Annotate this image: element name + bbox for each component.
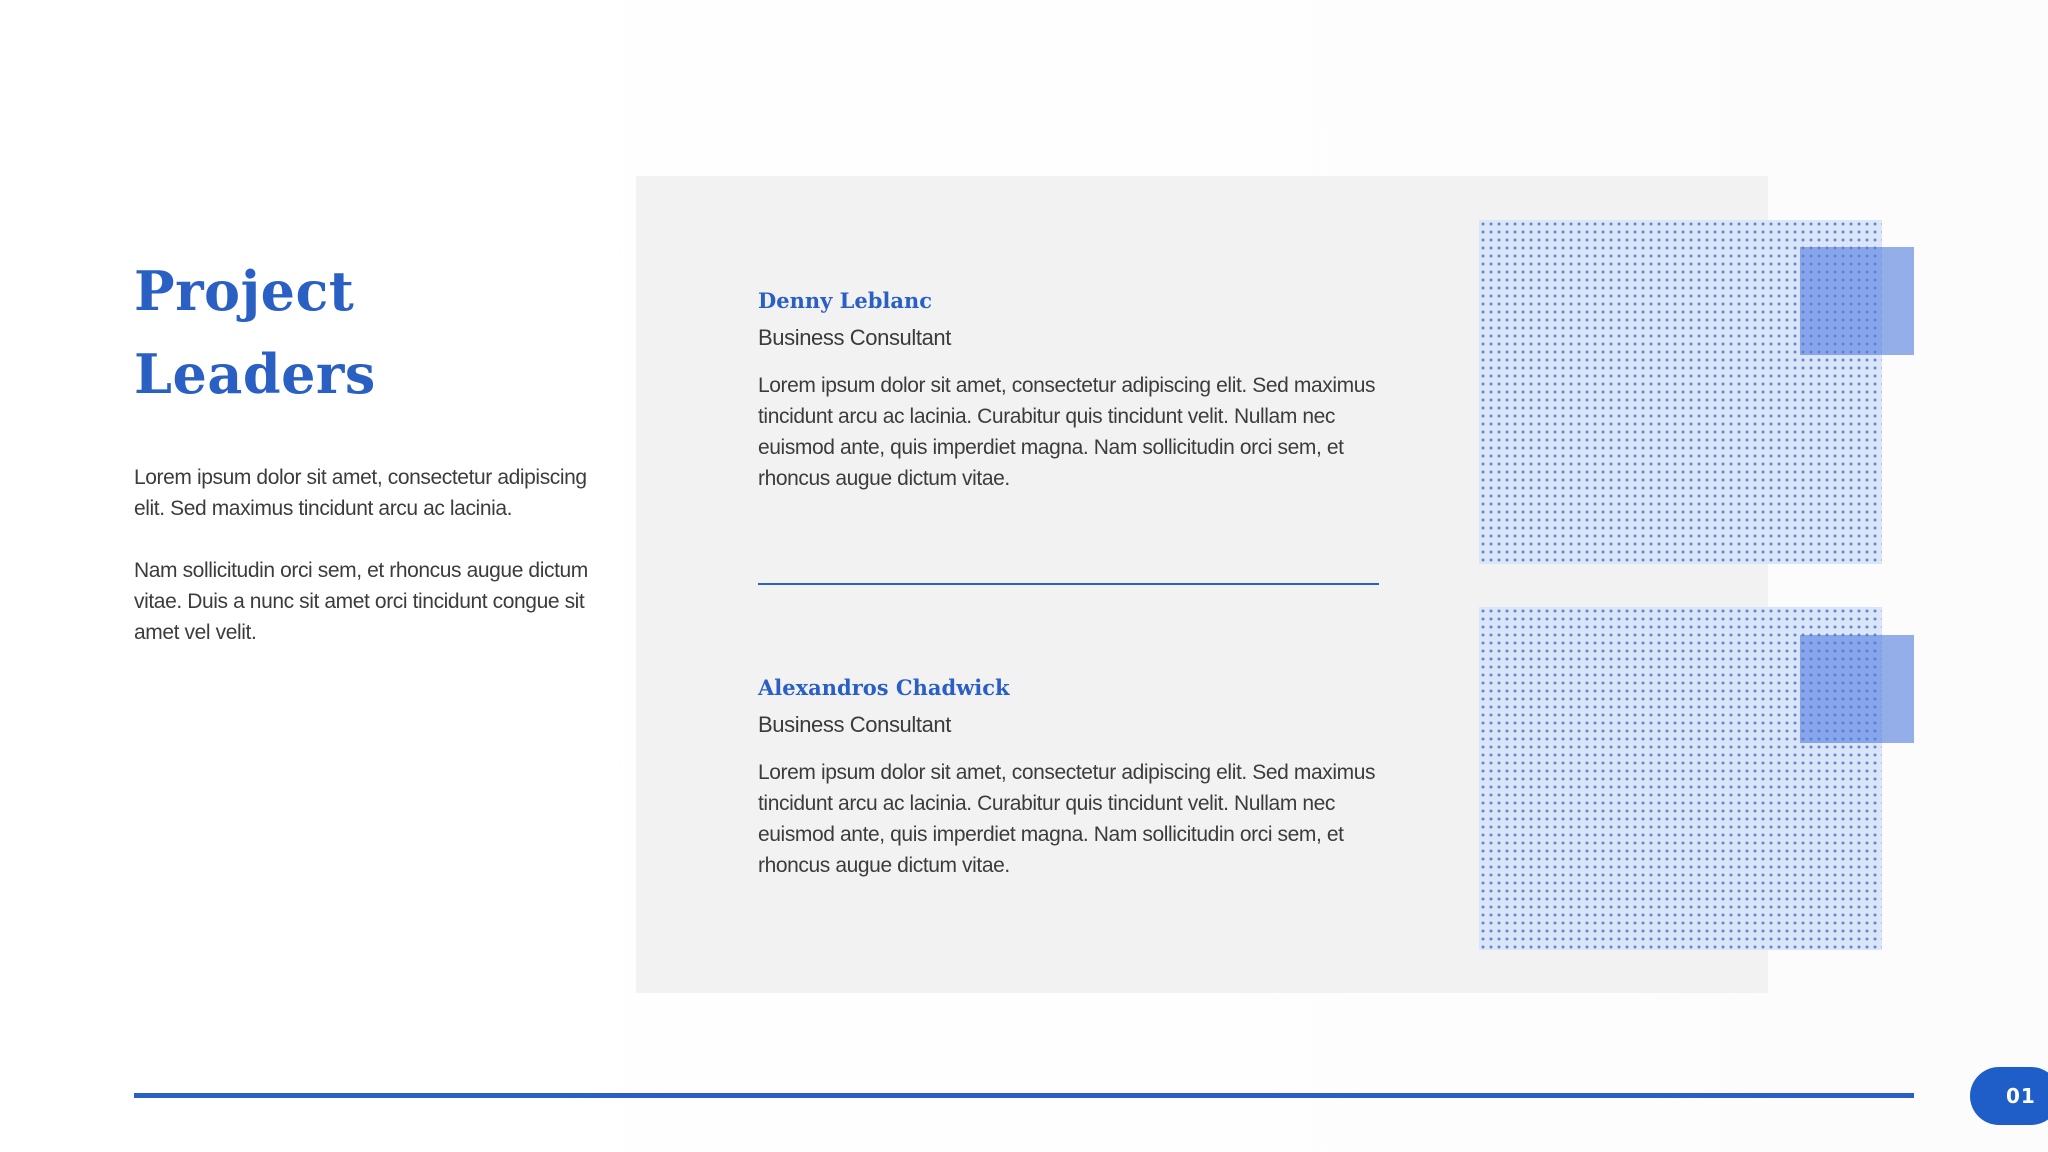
title-line-1: Project [134,259,355,323]
footer-rule [134,1093,1914,1098]
photo-accent-square [1800,635,1914,743]
leader-name: Denny Leblanc [758,288,933,313]
intro-paragraph-2: Nam sollicitudin orci sem, et rhoncus augue dictum vitae. Duis a nunc sit amet orci tincidunt congue sit amet vel velit. [134,559,588,644]
leader-profile-2 [758,671,1378,881]
leader-description: Lorem ipsum dolor sit amet, consectetur adipiscing elit. Sed maximus tincidunt arcu ac lacinia. Curabitur quis tincidunt velit. Nullam nec euismod ante, quis imperdiet magna. Nam sollicitudin orci sem, et rhoncus augue dictum vitae. [758,374,1376,490]
slide-title [134,250,594,416]
title-line-2: Leaders [134,342,376,406]
leader-description: Lorem ipsum dolor sit amet, consectetur adipiscing elit. Sed maximus tincidunt arcu ac lacinia. Curabitur quis tincidunt velit. Nullam nec euismod ante, quis imperdiet magna. Nam sollicitudin orci sem, et rhoncus augue dictum vitae. [758,761,1376,877]
intro-text [134,462,594,679]
photo-accent-square [1800,247,1914,355]
leader-name: Alexandros Chadwick [758,675,1010,700]
leader-profile-1 [758,284,1378,494]
leader-divider [758,583,1379,585]
page-number-badge: 01 [1970,1067,2048,1125]
intro-paragraph-1: Lorem ipsum dolor sit amet, consectetur adipiscing elit. Sed maximus tincidunt arcu ac lacinia. [134,466,587,520]
leader-role: Business Consultant [758,325,951,350]
leader-role: Business Consultant [758,712,951,737]
